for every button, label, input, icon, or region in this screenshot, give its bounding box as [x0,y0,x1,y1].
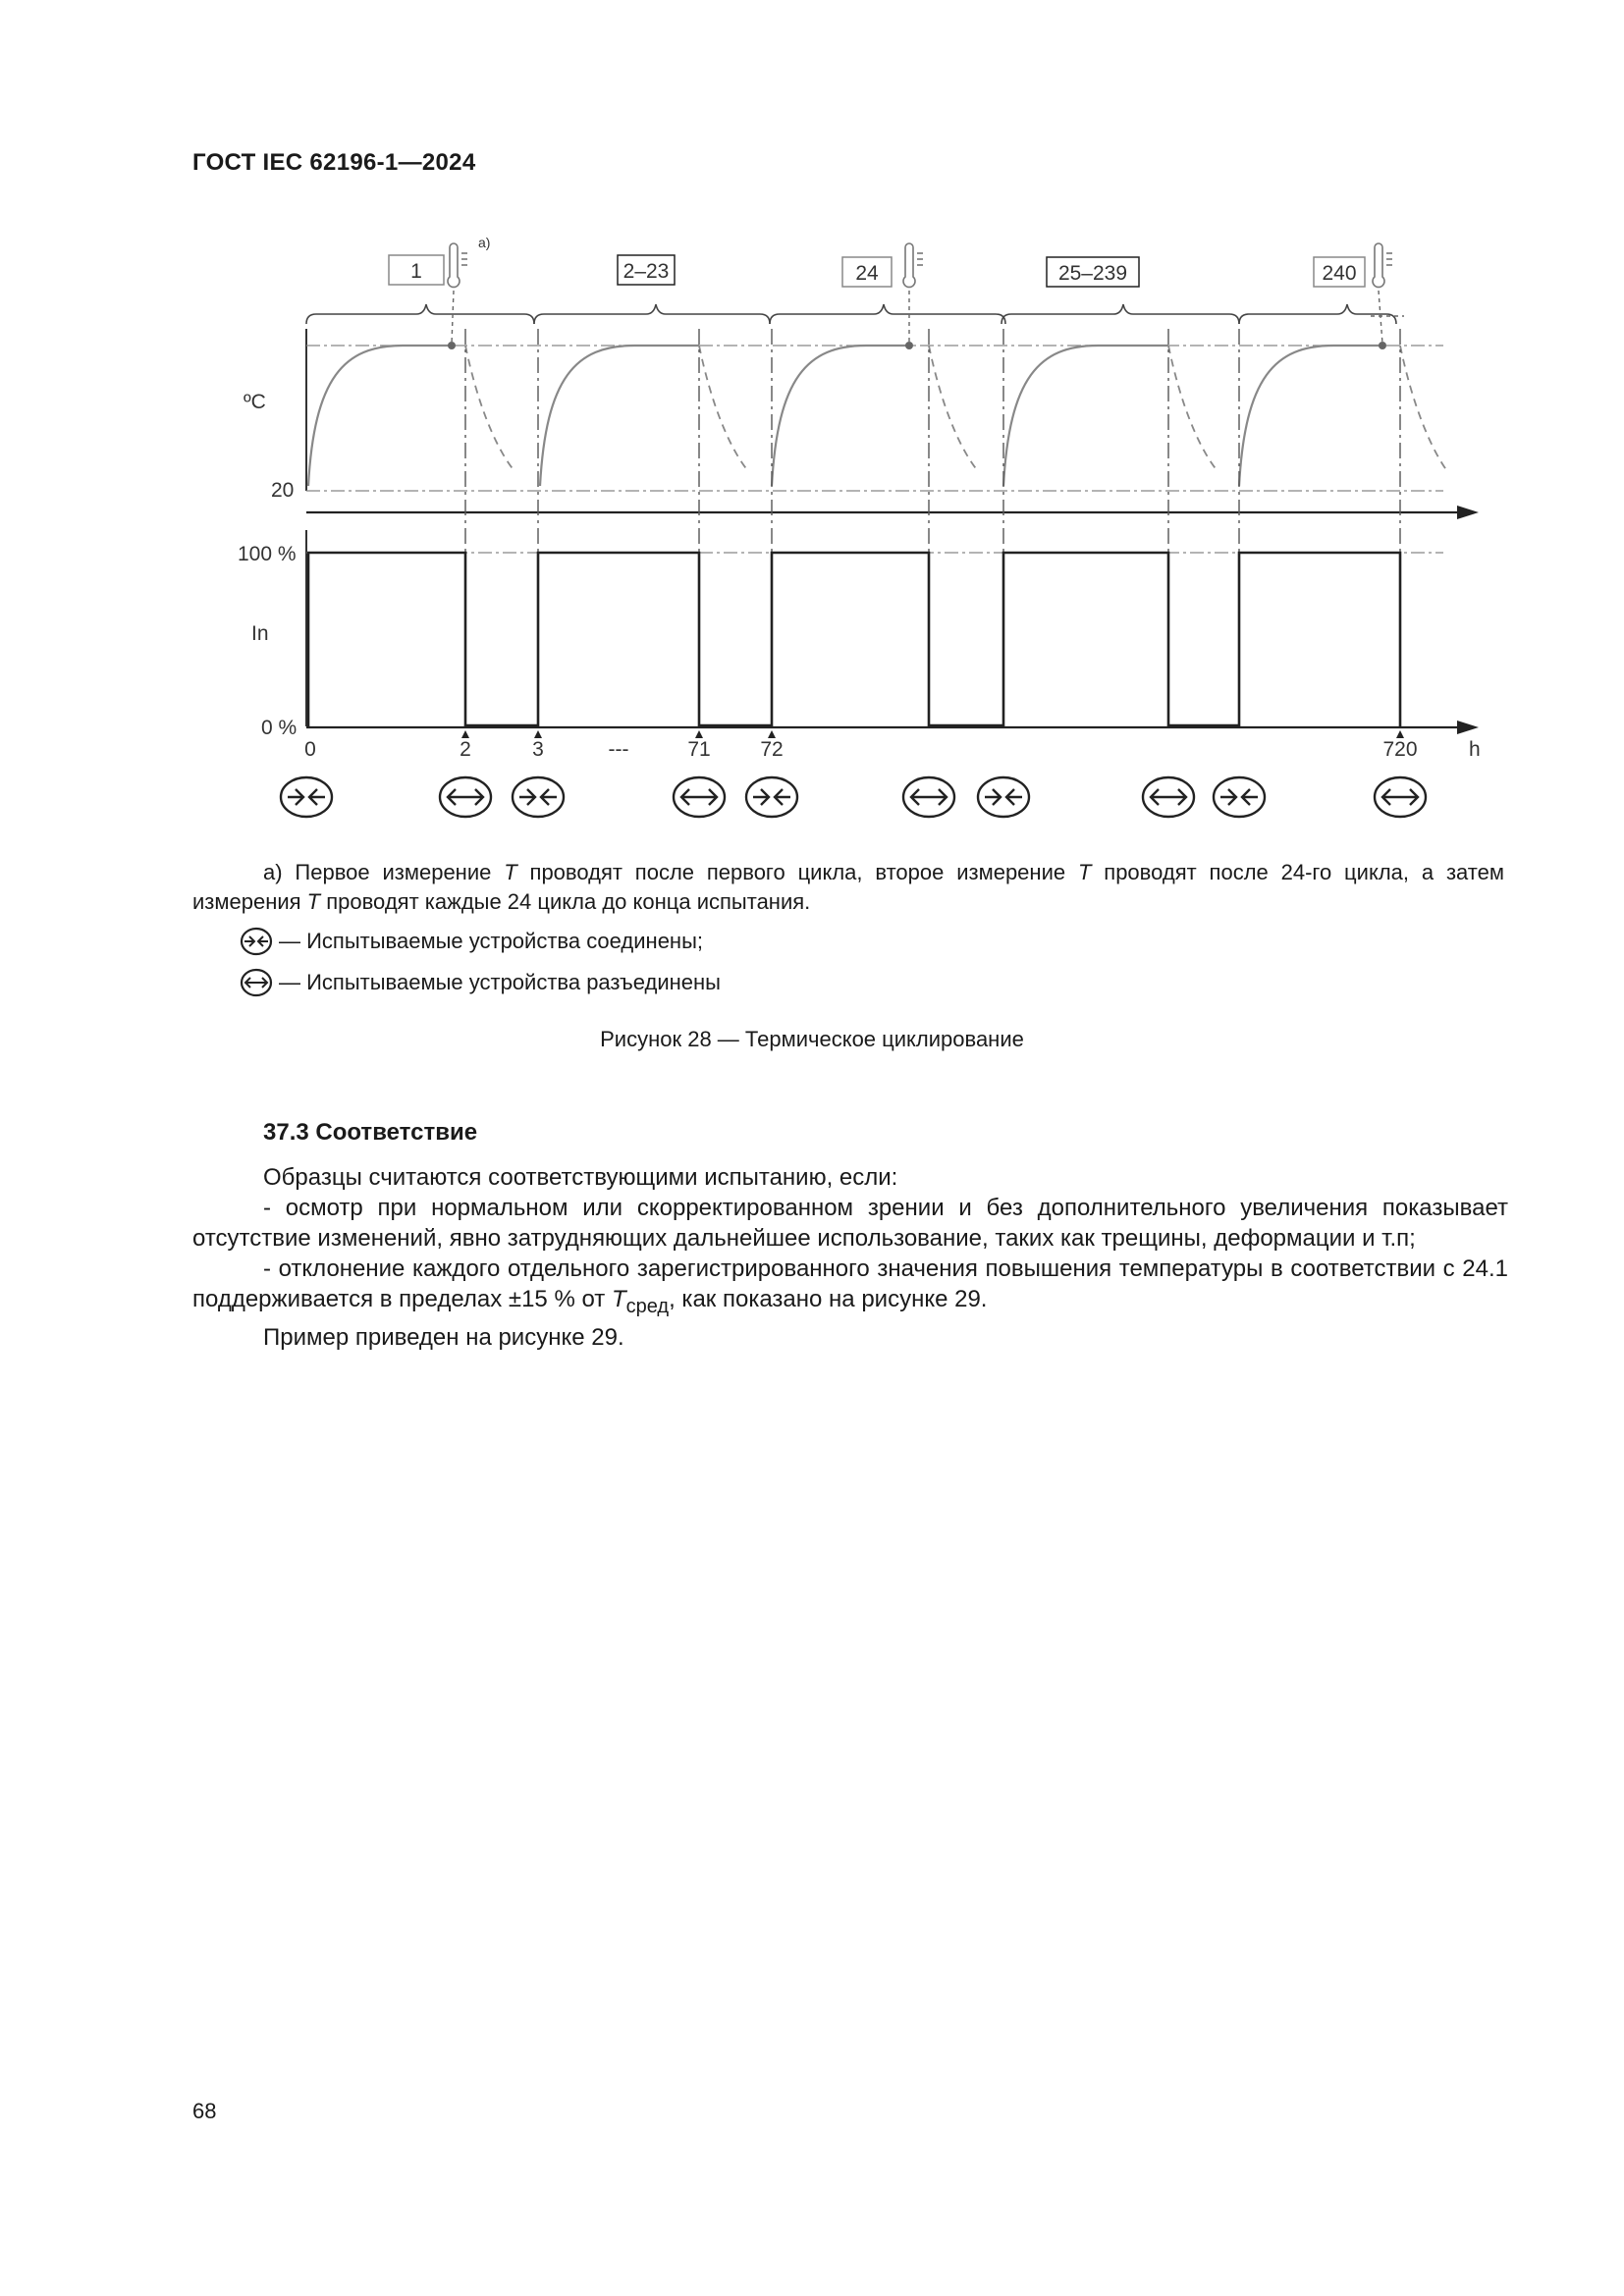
x-tick-72: 72 [760,738,784,761]
current-panel [238,530,1479,739]
connection-state-icons [281,777,1426,817]
cycle-box-240: 240 [1322,262,1357,285]
connected-icon [240,927,273,956]
figure-footnote: a) Первое измерение T проводят после первого цикла, второе измерение T проводят после 24-го цикла, а затем измерения T проводят каждые 24 цикла до конца испытания. [192,860,1504,914]
connected-icon [1214,777,1265,817]
disconnected-icon [240,968,273,997]
section-title: 37.3 Соответствие [263,1119,478,1146]
paragraph: - осмотр при нормальном или скорректированном зрении и без дополнительного увеличения показывает отсутствие изменений, явно затрудняющих дальнейшее использование, таких как трещины, деформации и т.п; [192,1195,1508,1252]
x-tick-2: 2 [460,738,471,761]
thermometer-icon [448,243,1392,287]
current-waveform [308,553,1400,727]
paragraph: Пример приведен на рисунке 29. [263,1323,624,1351]
disconnected-icon [903,777,954,817]
disconnected-icon [1143,777,1194,817]
x-tick-ellipsis: --- [608,738,629,761]
section-body [192,1162,1508,1353]
cycle-box-2-23: 2–23 [623,260,670,283]
connected-icon [978,777,1029,817]
cycle-box-1: 1 [410,260,422,283]
x-tick-720: 720 [1382,738,1418,761]
x-tick-71: 71 [687,738,711,761]
connected-icon [281,777,332,817]
current-tick-100: 100 % [238,543,297,565]
temp-axis-unit: ºC [244,391,266,413]
paragraph: Образцы считаются соответствующими испытанию, если: [263,1164,898,1191]
cycle-box-24: 24 [855,262,879,285]
cycle-braces [306,304,1396,324]
legend-disconnected: — Испытываемые устройства разъединены [240,968,721,997]
figure-caption: Рисунок 28 — Термическое циклирование [600,1027,1024,1051]
footnote-marker: a) [478,235,491,250]
x-tick-3: 3 [532,738,544,761]
temperature-panel [244,291,1479,519]
cycle-box-25-239: 25–239 [1057,262,1128,285]
current-tick-0: 0 % [261,717,298,739]
legend-connected: — Испытываемые устройства соединены; [240,927,703,956]
page-number: 68 [192,2099,217,2123]
thermal-cycling-figure [0,0,1624,844]
temp-axis-tick-20: 20 [271,479,295,502]
connected-icon [513,777,564,817]
disconnected-icon [440,777,491,817]
paragraph: - отклонение каждого отдельного зарегистрированного значения повышения температуры в соответствии с 24.1 поддерживается в пределах ±15 % от $T_{сред}$, как показано на рисунке 29. [192,1255,1508,1317]
document-header: ГОСТ IEC 62196-1—2024 [192,149,476,176]
x-axis-unit: h [1469,738,1481,761]
current-axis-label: In [251,622,269,645]
switching-markers [465,329,1400,726]
time-axis-ticks [304,738,1481,761]
cycle-labels [389,235,1365,287]
connected-icon [746,777,797,817]
disconnected-icon [1375,777,1426,817]
disconnected-icon [674,777,725,817]
x-tick-0: 0 [304,738,316,761]
